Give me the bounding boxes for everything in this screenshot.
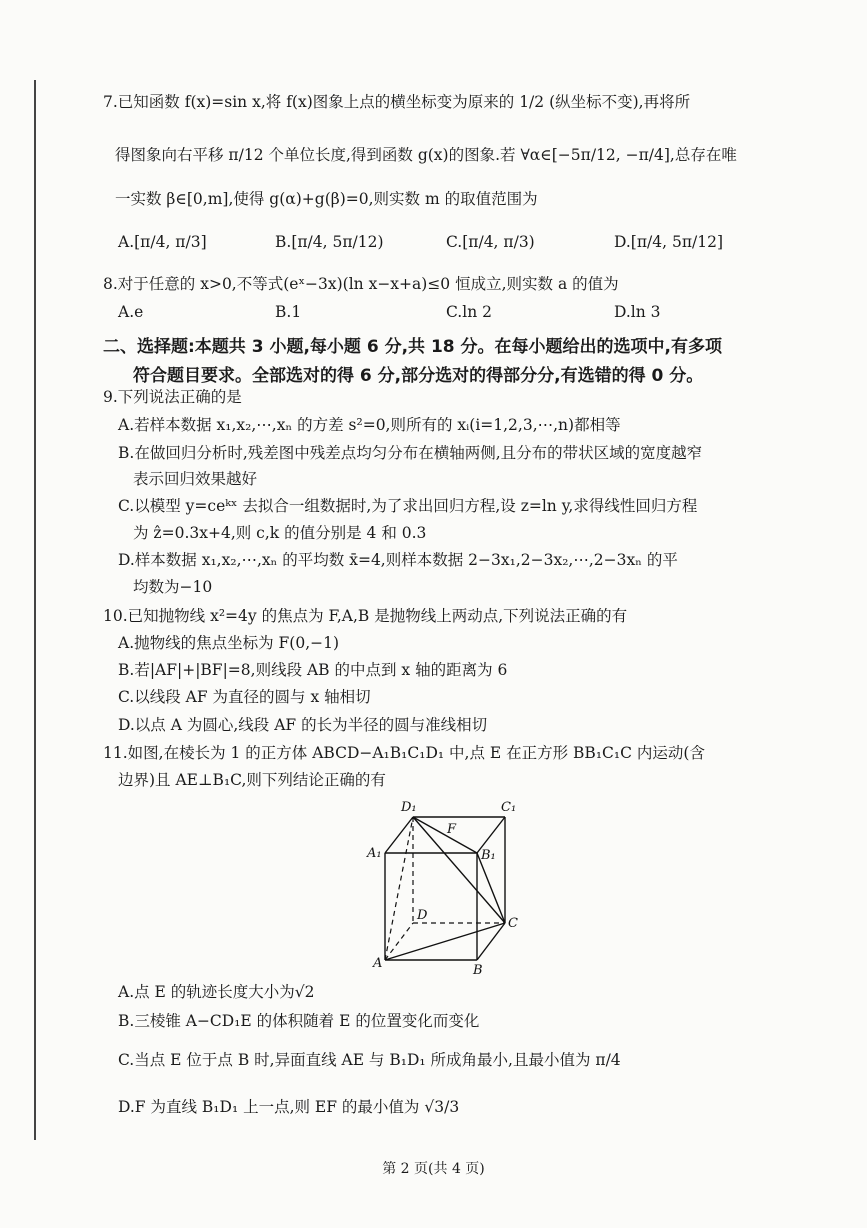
q11-option-d: D.F 为直线 B₁D₁ 上一点,则 EF 的最小值为 √3/3 <box>118 1098 460 1116</box>
q10-stem: 10.已知抛物线 x²=4y 的焦点为 F,A,B 是抛物线上两动点,下列说法正确的有 <box>103 607 628 625</box>
label-b1: B₁ <box>481 848 496 863</box>
q7-option-c: C.[π/4, π/3) <box>446 233 535 251</box>
q11-stem-line2: 边界)且 AE⊥B₁C,则下列结论正确的有 <box>118 771 386 789</box>
cube-figure <box>355 795 540 975</box>
q8-option-d: D.ln 3 <box>614 303 661 321</box>
q8-option-c: C.ln 2 <box>446 303 492 321</box>
q9-option-a: A.若样本数据 x₁,x₂,⋯,xₙ 的方差 s²=0,则所有的 xᵢ(i=1,2,3,⋯,n)都相等 <box>118 416 621 434</box>
q7-option-b: B.[π/4, 5π/12) <box>275 233 384 251</box>
label-c: C <box>508 916 518 931</box>
label-f: F <box>447 822 457 837</box>
q10-option-d: D.以点 A 为圆心,线段 AF 的长为半径的圆与准线相切 <box>118 716 488 734</box>
edge-d1b1 <box>413 817 477 853</box>
label-a1: A₁ <box>367 846 382 861</box>
q7-line3: 一实数 β∈[0,m],使得 g(α)+g(β)=0,则实数 m 的取值范围为 <box>115 190 538 208</box>
page-footer: 第 2 页(共 4 页) <box>382 1161 485 1177</box>
q9-option-c-line1: C.以模型 y=ceᵏˣ 去拟合一组数据时,为了求出回归方程,设 z=ln y,求得线性回归方程 <box>118 497 698 515</box>
edge-b1c <box>477 853 505 923</box>
q8-stem: 8.对于任意的 x>0,不等式(eˣ−3x)(ln x−x+a)≤0 恒成立,则实数 a 的值为 <box>103 275 619 293</box>
q7-line2: 得图象向右平移 π/12 个单位长度,得到函数 g(x)的图象.若 ∀α∈[−5π/12, −π/4],总存在唯 <box>115 146 737 164</box>
q11-option-b: B.三棱锥 A−CD₁E 的体积随着 E 的位置变化而变化 <box>118 1012 480 1030</box>
q9-option-b-line2: 表示回归效果越好 <box>133 470 258 488</box>
q9-option-c-line2: 为 ẑ=0.3x+4,则 c,k 的值分别是 4 和 0.3 <box>133 524 427 542</box>
q9-option-b-line1: B.在做回归分析时,残差图中残差点均匀分布在横轴两侧,且分布的带状区域的宽度越窄 <box>118 444 703 462</box>
q8-option-a: A.e <box>118 303 144 321</box>
q10-option-a: A.抛物线的焦点坐标为 F(0,−1) <box>118 634 340 652</box>
q10-option-b: B.若|AF|+|BF|=8,则线段 AB 的中点到 x 轴的距离为 6 <box>118 661 508 679</box>
edge-ac <box>385 923 505 960</box>
edge-bc <box>477 923 505 960</box>
q11-option-c: C.当点 E 位于点 B 时,异面直线 AE 与 B₁D₁ 所成角最小,且最小值为 π/4 <box>118 1051 621 1069</box>
section-heading-line1: 二、选择题:本题共 3 小题,每小题 6 分,共 18 分。在每小题给出的选项中,有多项 <box>103 337 722 357</box>
q7-option-a: A.[π/4, π/3] <box>118 233 207 251</box>
q7-line1: 7.已知函数 f(x)=sin x,将 f(x)图象上点的横坐标变为原来的 1/2 (纵坐标不变),再将所 <box>103 93 691 111</box>
q8-option-b: B.1 <box>275 303 302 321</box>
edge-a1d1 <box>385 817 413 853</box>
q9-option-d-line1: D.样本数据 x₁,x₂,⋯,xₙ 的平均数 x̄=4,则样本数据 2−3x₁,2−3x₂,⋯,2−3xₙ 的平 <box>118 551 678 569</box>
label-b: B <box>473 963 483 975</box>
q9-option-d-line2: 均数为−10 <box>133 578 213 596</box>
label-d1: D₁ <box>401 800 417 815</box>
label-c1: C₁ <box>501 800 517 815</box>
label-a: A <box>373 956 383 971</box>
q9-stem: 9.下列说法正确的是 <box>103 388 242 406</box>
q11-option-a: A.点 E 的轨迹长度大小为√2 <box>118 983 315 1001</box>
q7-option-d: D.[π/4, 5π/12] <box>614 233 724 251</box>
q11-stem-line1: 11.如图,在棱长为 1 的正方体 ABCD−A₁B₁C₁D₁ 中,点 E 在正方形 BB₁C₁C 内运动(含 <box>103 744 705 762</box>
label-d: D <box>417 908 428 923</box>
q10-option-c: C.以线段 AF 为直径的圆与 x 轴相切 <box>118 688 371 706</box>
edge-ad1 <box>385 817 413 960</box>
section-heading-line2: 符合题目要求。全部选对的得 6 分,部分选对的得部分分,有选错的得 0 分。 <box>133 366 704 386</box>
